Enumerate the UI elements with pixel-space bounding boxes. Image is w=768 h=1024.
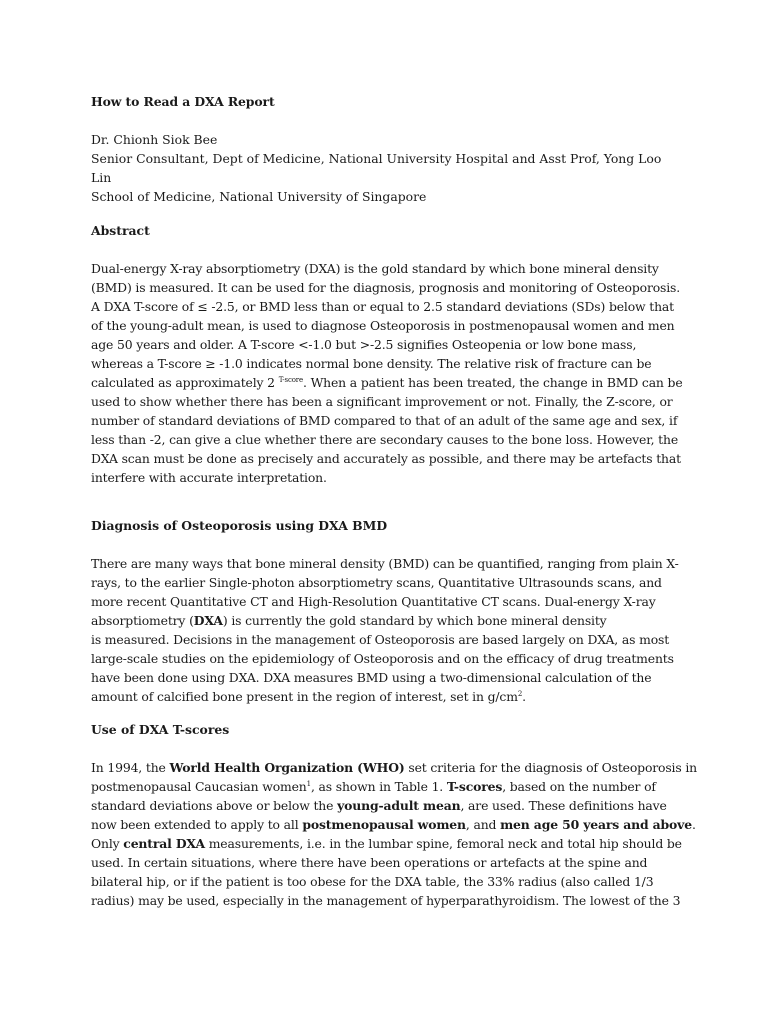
- squared-superscript: 2: [517, 690, 523, 698]
- tscores-text: , based on the number of: [502, 779, 656, 794]
- tscores-line: [91, 796, 681, 815]
- dxa-bold-term: DXA: [193, 613, 223, 628]
- diagnosis-line: more recent Quantitative CT and High-Resolution Quantitative CT scans. Dual-energy X-ray: [91, 594, 656, 609]
- author-name: Dr. Chionh Siok Bee: [91, 132, 218, 147]
- abstract-paragraph: [91, 259, 681, 487]
- diagnosis-line: There are many ways that bone mineral density (BMD) can be quantified, ranging from plain X-: [91, 556, 679, 571]
- diagnosis-heading: Diagnosis of Osteoporosis using DXA BMD: [91, 518, 388, 533]
- men-age-bold-term: men age 50 years and above: [500, 817, 692, 832]
- central-dxa-bold-term: central DXA: [123, 836, 205, 851]
- author-block: [91, 130, 681, 206]
- author-affiliation-line-2: School of Medicine, National University of Singapore: [91, 189, 427, 204]
- tscores-text: set criteria for the diagnosis of Osteoporosis in: [404, 760, 697, 775]
- author-affiliation-line-1: Senior Consultant, Dept of Medicine, National University Hospital and Asst Prof, Yong Loo Lin: [91, 151, 662, 185]
- abstract-line: DXA scan must be done as precisely and accurately as possible, and there may be artefacts that: [91, 451, 681, 466]
- tscores-line: used. In certain situations, where there have been operations or artefacts at the spine and: [91, 855, 648, 870]
- tscores-text: , as shown in Table 1.: [310, 779, 447, 794]
- t-score-superscript: T-score: [278, 376, 303, 384]
- diagnosis-line: have been done using DXA. DXA measures BMD using a two-dimensional calculation of the: [91, 670, 652, 685]
- abstract-text: . When a patient has been treated, the change in BMD can be: [303, 375, 683, 390]
- abstract-line: A DXA T-score of ≤ -2.5, or BMD less than or equal to 2.5 standard deviations (SDs) below that: [91, 299, 675, 314]
- tscores-line: [91, 758, 697, 777]
- tscores-text: .: [691, 817, 696, 832]
- abstract-line: [91, 373, 681, 392]
- diagnosis-line: rays, to the earlier Single-photon absorptiometry scans, Quantitative Ultrasounds scans, and: [91, 575, 662, 590]
- abstract-line: interfere with accurate interpretation.: [91, 470, 327, 485]
- diagnosis-text: .: [522, 689, 526, 704]
- tscores-text: , and: [465, 817, 501, 832]
- tscores-text: standard deviations above or below the: [91, 798, 338, 813]
- young-adult-mean-bold-term: young-adult mean: [337, 798, 461, 813]
- abstract-line: of the young-adult mean, is used to diagnose Osteoporosis in postmenopausal women and men: [91, 318, 675, 333]
- tscores-line: bilateral hip, or if the patient is too obese for the DXA table, the 33% radius (also called 1/3: [91, 874, 654, 889]
- diagnosis-line: [91, 687, 681, 706]
- diagnosis-text: amount of calcified bone present in the region of interest, set in g/cm: [91, 689, 518, 704]
- tscores-text: Only: [91, 836, 124, 851]
- diagnosis-text: absorptiometry (: [91, 613, 194, 628]
- diagnosis-line: [91, 611, 681, 630]
- abstract-line: Dual-energy X-ray absorptiometry (DXA) is the gold standard by which bone mineral density: [91, 261, 659, 276]
- abstract-text: calculated as approximately 2: [91, 375, 279, 390]
- tscores-text: now been extended to apply to all: [91, 817, 303, 832]
- tscores-heading: Use of DXA T-scores: [91, 722, 230, 737]
- tscores-text: , are used. These definitions have: [460, 798, 667, 813]
- abstract-line: used to show whether there has been a significant improvement or not. Finally, the Z-score, or: [91, 394, 673, 409]
- tscores-line: [91, 815, 696, 834]
- abstract-line: age 50 years and older. A T-score <-1.0 but >-2.5 signifies Osteopenia or low bone mass,: [91, 337, 637, 352]
- abstract-line: (BMD) is measured. It can be used for the diagnosis, prognosis and monitoring of Osteoporosis.: [91, 280, 681, 295]
- diagnosis-text: ) is currently the gold standard by which bone mineral density: [222, 613, 607, 628]
- tscores-line: radius) may be used, especially in the management of hyperparathyroidism. The lowest of the 3: [91, 893, 681, 908]
- who-bold-term: World Health Organization (WHO): [169, 760, 405, 775]
- tscores-text: In 1994, the: [91, 760, 170, 775]
- diagnosis-line: large-scale studies on the epidemiology of Osteoporosis and on the efficacy of drug treatments: [91, 651, 674, 666]
- tscores-text: measurements, i.e. in the lumbar spine, femoral neck and total hip should be: [204, 836, 682, 851]
- postmenopausal-women-bold-term: postmenopausal women: [302, 817, 466, 832]
- tscores-paragraph: [91, 758, 697, 910]
- diagnosis-line: is measured. Decisions in the management of Osteoporosis are based largely on DXA, as most: [91, 632, 670, 647]
- abstract-line: less than -2, can give a clue whether there are secondary causes to the bone loss. However, the: [91, 432, 679, 447]
- abstract-line: whereas a T-score ≥ -1.0 indicates normal bone density. The relative risk of fracture can be: [91, 356, 652, 371]
- abstract-heading: Abstract: [91, 223, 150, 238]
- tscores-line: [91, 777, 681, 796]
- reference-superscript: 1: [306, 780, 311, 788]
- document-title: How to Read a DXA Report: [91, 94, 275, 109]
- tscores-line: [91, 834, 681, 853]
- t-scores-bold-term: T-scores: [446, 779, 503, 794]
- tscores-text: postmenopausal Caucasian women: [91, 779, 307, 794]
- abstract-line: number of standard deviations of BMD compared to that of an adult of the same age and sex, if: [91, 413, 678, 428]
- diagnosis-paragraph: [91, 554, 681, 706]
